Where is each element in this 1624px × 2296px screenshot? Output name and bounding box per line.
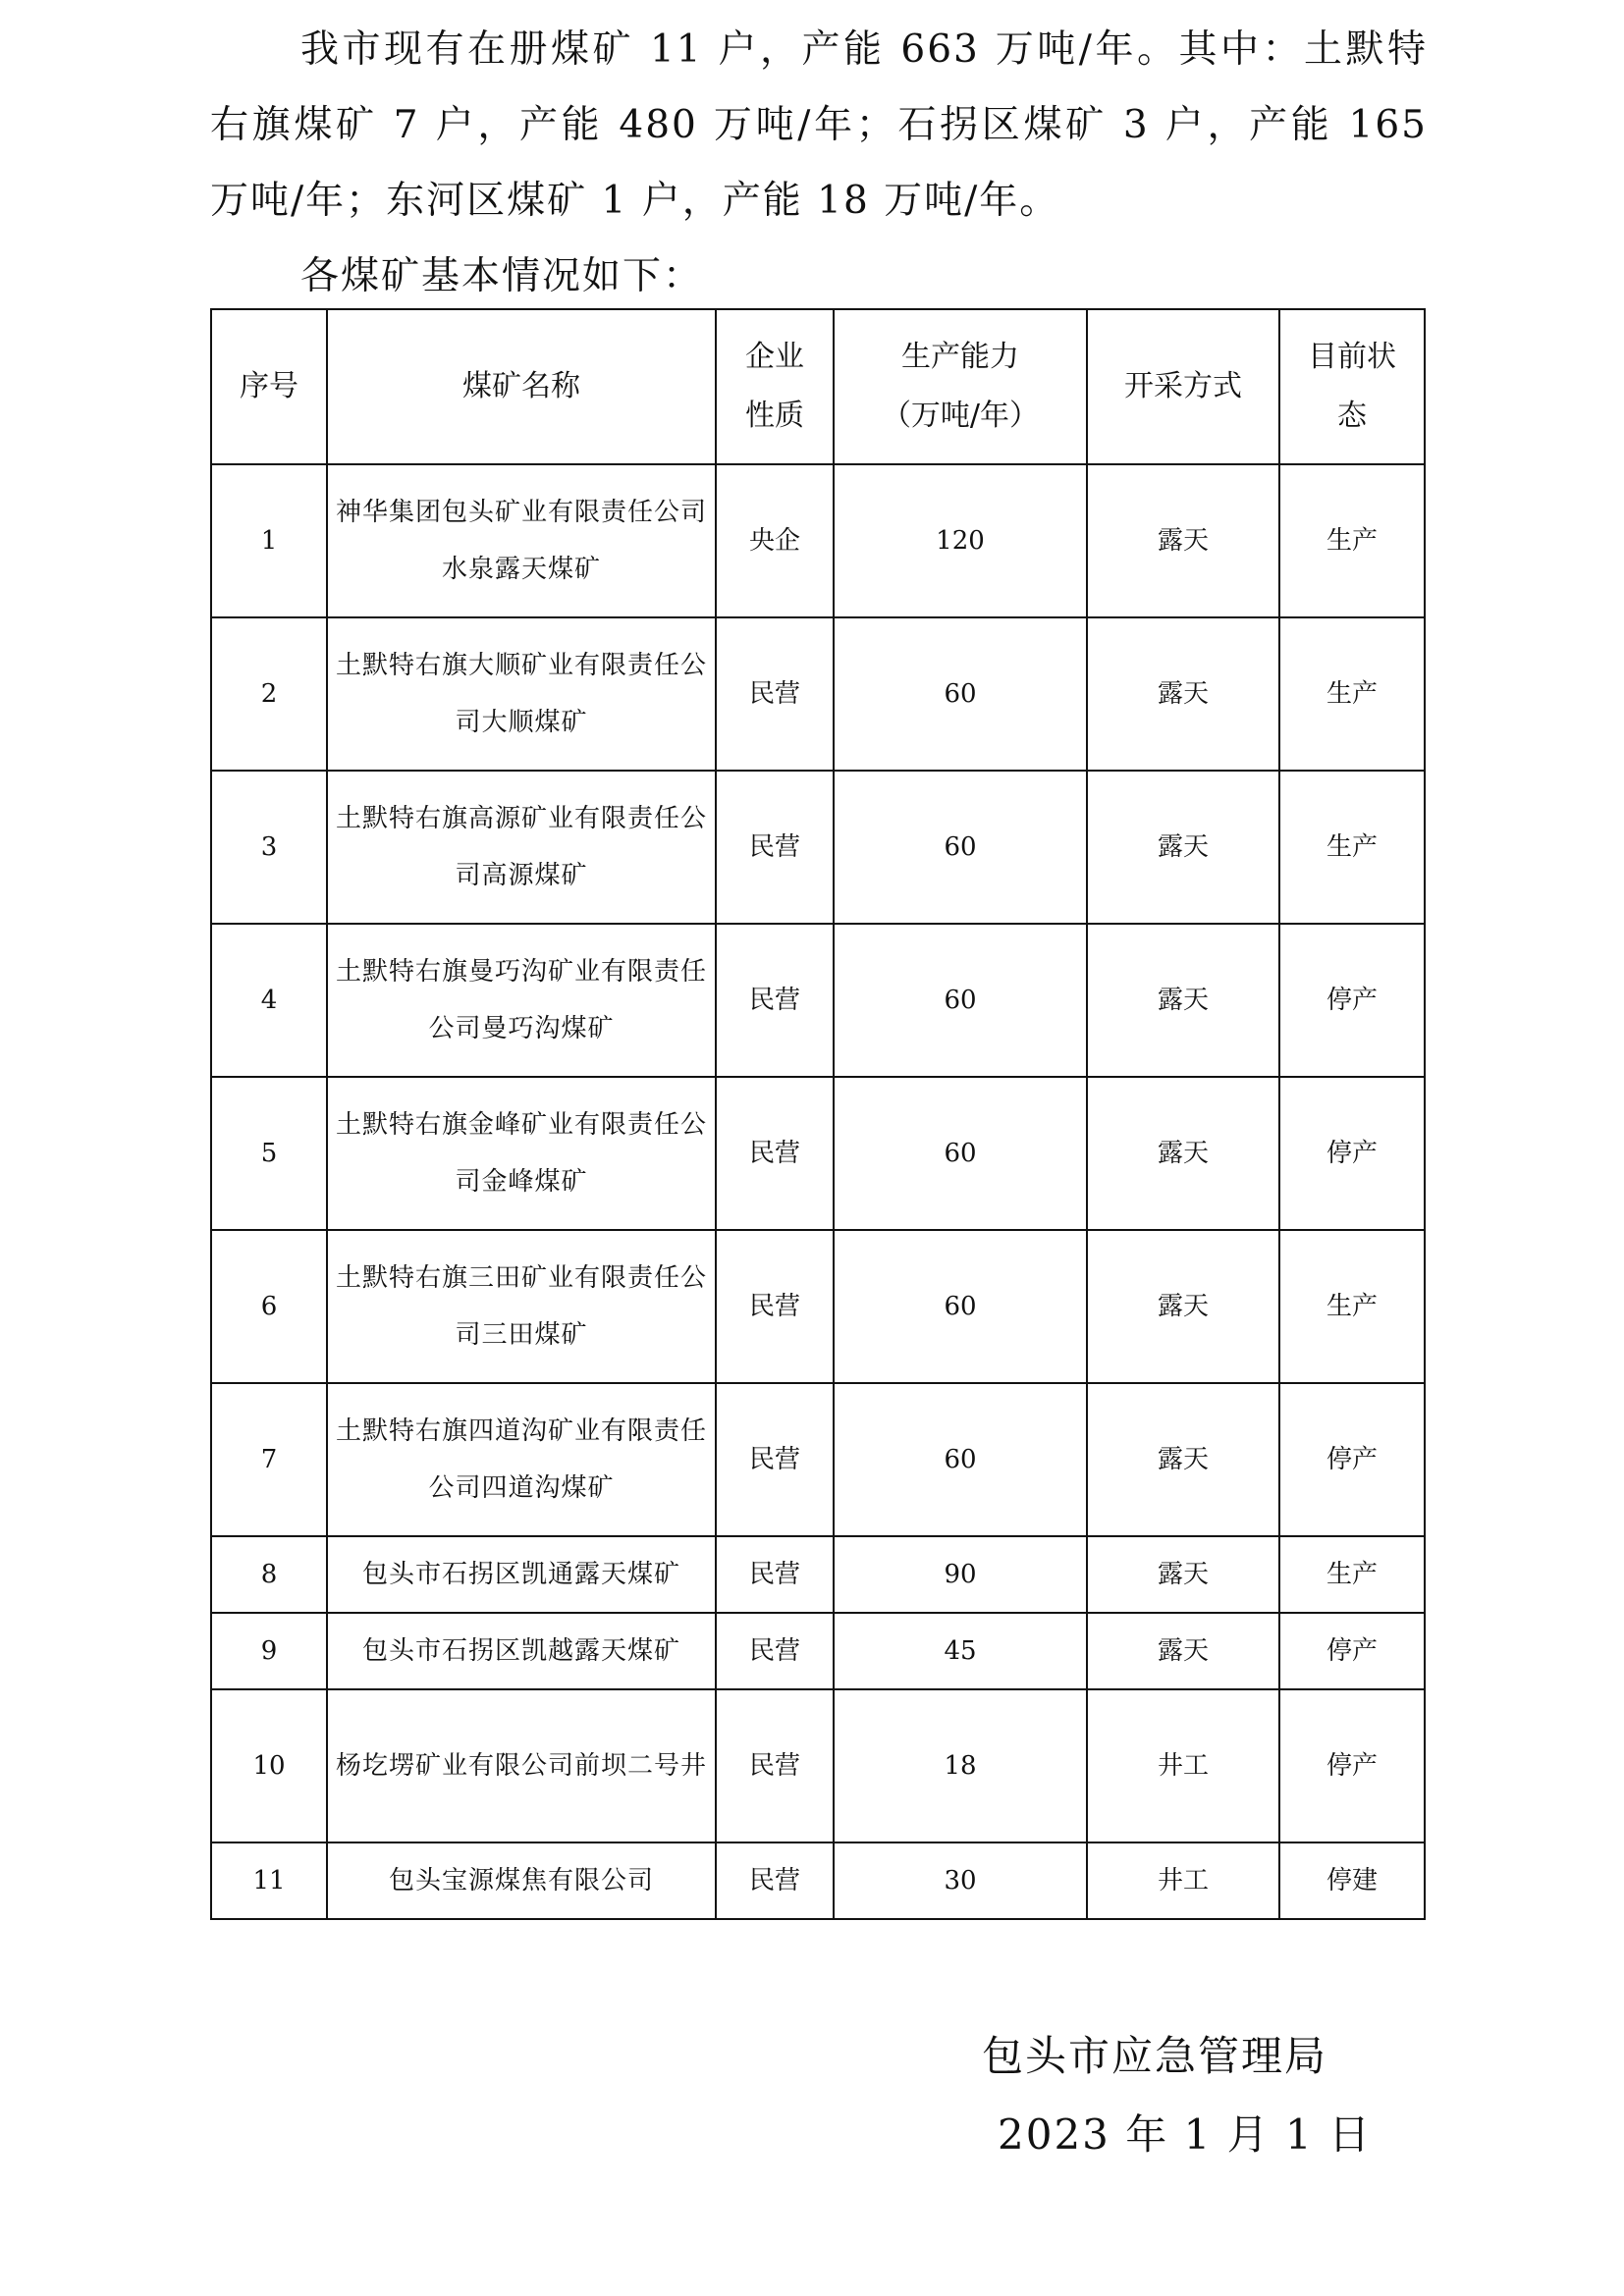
signature-block xyxy=(982,2017,1372,2174)
cell-nature: 民营 xyxy=(716,1383,834,1536)
header-capacity-line2: （万吨/年） xyxy=(881,399,1040,433)
cell-seq: 5 xyxy=(211,1077,327,1230)
table-row xyxy=(211,1077,1425,1230)
cell-status: 停产 xyxy=(1279,1077,1425,1230)
cell-method: 露天 xyxy=(1087,771,1279,924)
intro-paragraph-summary: 我市现有在册煤矿 11 户，产能 663 万吨/年。其中：土默特右旗煤矿 7 户，产能 480 万吨/年；石拐区煤矿 3 户，产能 165 万吨/年；东河区煤矿 1 户，产能 18 万吨/年。 xyxy=(210,27,1428,223)
table-row xyxy=(211,617,1425,771)
cell-status: 生产 xyxy=(1279,1536,1425,1613)
cell-capacity: 30 xyxy=(834,1842,1087,1919)
cell-nature: 民营 xyxy=(716,617,834,771)
issuing-organization: 包头市应急管理局 xyxy=(982,2032,1328,2080)
header-status-line2: 态 xyxy=(1337,399,1367,433)
cell-capacity: 60 xyxy=(834,1230,1087,1383)
cell-nature: 民营 xyxy=(716,1689,834,1842)
header-status-line1: 目前状 xyxy=(1308,340,1396,374)
table-row xyxy=(211,1613,1425,1689)
issue-date: 2023 年 1 月 1 日 xyxy=(998,2110,1373,2159)
cell-capacity: 60 xyxy=(834,1077,1087,1230)
header-nature xyxy=(716,309,834,464)
table-row xyxy=(211,1383,1425,1536)
cell-nature: 央企 xyxy=(716,464,834,617)
cell-capacity: 90 xyxy=(834,1536,1087,1613)
cell-seq: 2 xyxy=(211,617,327,771)
cell-nature: 民营 xyxy=(716,924,834,1077)
cell-seq: 11 xyxy=(211,1842,327,1919)
cell-name: 土默特右旗大顺矿业有限责任公司大顺煤矿 xyxy=(327,617,716,771)
cell-method: 露天 xyxy=(1087,1230,1279,1383)
cell-name: 包头宝源煤焦有限公司 xyxy=(327,1842,716,1919)
cell-status: 生产 xyxy=(1279,464,1425,617)
cell-nature: 民营 xyxy=(716,1842,834,1919)
coal-mine-table xyxy=(210,308,1426,1920)
cell-capacity: 60 xyxy=(834,924,1087,1077)
table-header-row xyxy=(211,309,1425,464)
cell-method: 露天 xyxy=(1087,1383,1279,1536)
cell-capacity: 60 xyxy=(834,771,1087,924)
cell-status: 停产 xyxy=(1279,1383,1425,1536)
header-status xyxy=(1279,309,1425,464)
table-row xyxy=(211,1689,1425,1842)
table-row xyxy=(211,464,1425,617)
cell-seq: 6 xyxy=(211,1230,327,1383)
table-row xyxy=(211,1536,1425,1613)
cell-method: 露天 xyxy=(1087,464,1279,617)
cell-status: 生产 xyxy=(1279,617,1425,771)
cell-name: 土默特右旗三田矿业有限责任公司三田煤矿 xyxy=(327,1230,716,1383)
cell-status: 生产 xyxy=(1279,771,1425,924)
header-capacity-line1: 生产能力 xyxy=(901,340,1019,374)
table-row xyxy=(211,1230,1425,1383)
cell-method: 露天 xyxy=(1087,1536,1279,1613)
cell-capacity: 45 xyxy=(834,1613,1087,1689)
cell-seq: 1 xyxy=(211,464,327,617)
cell-status: 生产 xyxy=(1279,1230,1425,1383)
cell-method: 露天 xyxy=(1087,924,1279,1077)
cell-method: 井工 xyxy=(1087,1842,1279,1919)
cell-nature: 民营 xyxy=(716,1230,834,1383)
cell-name: 神华集团包头矿业有限责任公司水泉露天煤矿 xyxy=(327,464,716,617)
table-row xyxy=(211,924,1425,1077)
intro-text xyxy=(210,12,1428,314)
cell-capacity: 120 xyxy=(834,464,1087,617)
cell-status: 停产 xyxy=(1279,1689,1425,1842)
cell-name: 土默特右旗高源矿业有限责任公司高源煤矿 xyxy=(327,771,716,924)
cell-name: 包头市石拐区凯越露天煤矿 xyxy=(327,1613,716,1689)
cell-method: 露天 xyxy=(1087,617,1279,771)
cell-status: 停产 xyxy=(1279,924,1425,1077)
cell-name: 包头市石拐区凯通露天煤矿 xyxy=(327,1536,716,1613)
header-nature-line2: 性质 xyxy=(745,399,804,433)
cell-capacity: 60 xyxy=(834,617,1087,771)
cell-status: 停产 xyxy=(1279,1613,1425,1689)
table-row xyxy=(211,1842,1425,1919)
header-nature-line1: 企业 xyxy=(745,340,804,374)
cell-nature: 民营 xyxy=(716,1613,834,1689)
table-row xyxy=(211,771,1425,924)
cell-seq: 8 xyxy=(211,1536,327,1613)
cell-name: 土默特右旗曼巧沟矿业有限责任公司曼巧沟煤矿 xyxy=(327,924,716,1077)
header-name: 煤矿名称 xyxy=(327,309,716,464)
cell-seq: 9 xyxy=(211,1613,327,1689)
cell-nature: 民营 xyxy=(716,771,834,924)
header-method: 开采方式 xyxy=(1087,309,1279,464)
intro-paragraph-lead: 各煤矿基本情况如下： xyxy=(300,254,704,298)
cell-seq: 7 xyxy=(211,1383,327,1536)
cell-nature: 民营 xyxy=(716,1536,834,1613)
cell-method: 露天 xyxy=(1087,1613,1279,1689)
header-seq: 序号 xyxy=(211,309,327,464)
cell-status: 停建 xyxy=(1279,1842,1425,1919)
cell-name: 土默特右旗金峰矿业有限责任公司金峰煤矿 xyxy=(327,1077,716,1230)
cell-seq: 3 xyxy=(211,771,327,924)
cell-seq: 10 xyxy=(211,1689,327,1842)
cell-name: 土默特右旗四道沟矿业有限责任公司四道沟煤矿 xyxy=(327,1383,716,1536)
cell-name: 杨圪塄矿业有限公司前坝二号井 xyxy=(327,1689,716,1842)
cell-nature: 民营 xyxy=(716,1077,834,1230)
cell-method: 井工 xyxy=(1087,1689,1279,1842)
header-capacity xyxy=(834,309,1087,464)
cell-capacity: 60 xyxy=(834,1383,1087,1536)
cell-capacity: 18 xyxy=(834,1689,1087,1842)
cell-seq: 4 xyxy=(211,924,327,1077)
cell-method: 露天 xyxy=(1087,1077,1279,1230)
